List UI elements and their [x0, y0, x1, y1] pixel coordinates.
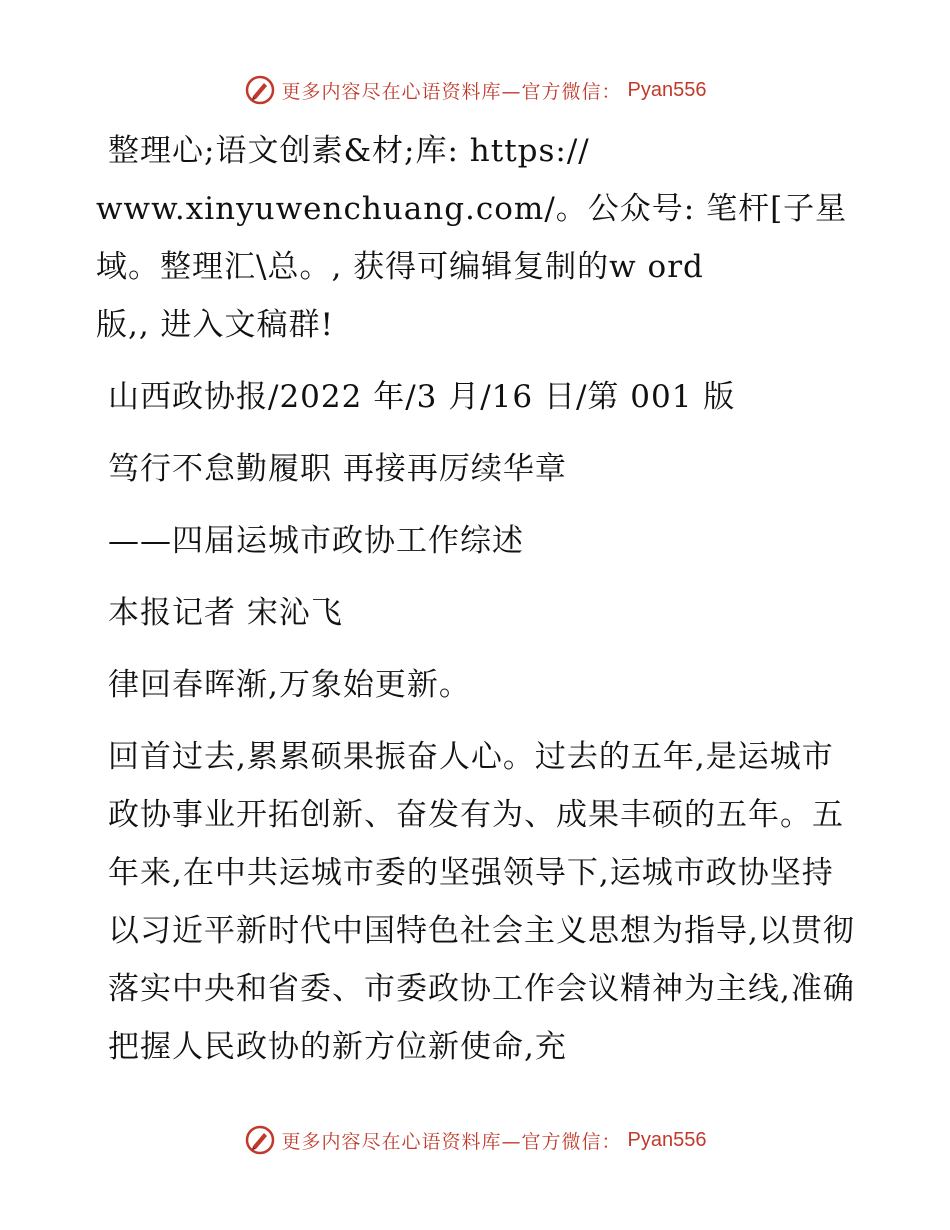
intro-line-3: 域。整理汇\总。, 获得可编辑复制的w ord — [96, 249, 704, 285]
article-byline: 本报记者 宋沁飞 — [108, 595, 343, 631]
intro-line-1: 整理心;语文创素&材;库: https:// — [108, 133, 590, 169]
article-paragraph-1: 律回春晖渐,万象始更新。 — [108, 667, 471, 703]
article-title: 笃行不怠勤履职 再接再厉续华章 — [108, 451, 567, 487]
pen-logo-icon — [244, 1124, 276, 1156]
banner-text: 更多内容尽在心语资料库—官方微信： — [281, 1130, 622, 1153]
intro-line-4: 版,, 进入文稿群! — [96, 307, 335, 343]
article-source: 山西政协报/2022 年/3 月/16 日/第 001 版 — [108, 379, 736, 415]
article-subtitle: ——四届运城市政协工作综述 — [108, 523, 524, 559]
header-watermark-banner — [0, 70, 950, 110]
intro-line-2: www.xinyuwenchuang.com/。公众号: 笔杆[子星 — [96, 191, 848, 227]
pen-logo-icon — [244, 74, 276, 106]
banner-text: 更多内容尽在心语资料库—官方微信： — [281, 80, 622, 103]
article-paragraph-2: 回首过去,累累硕果振奋人心。过去的五年,是运城市政协事业开拓创新、奋发有为、成果丰硕的五年。五年来,在中共运城市委的坚强领导下,运城市政协坚持以习近平新时代中国特色社会主义思想为指导,以贯彻落实中央和省委、市委政协工作会议精神为主线,准确把握人民政协的新方位新使命,充 — [108, 739, 855, 1065]
footer-watermark-banner — [0, 1120, 950, 1160]
banner-wechat-id: Pyan556 — [627, 78, 707, 101]
banner-wechat-id: Pyan556 — [627, 1128, 707, 1151]
document-body — [96, 122, 856, 1076]
